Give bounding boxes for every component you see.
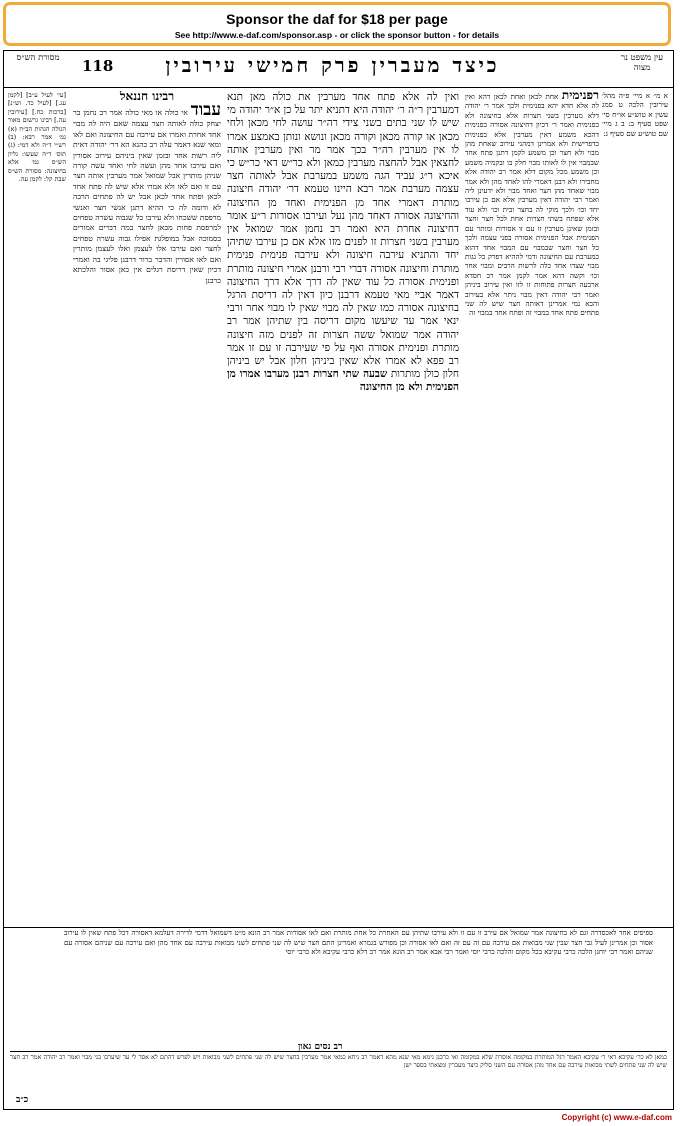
- sponsor-banner-subtitle[interactable]: See http://www.e-daf.com/sponsor.asp - or click the sponsor button - for details: [174, 30, 500, 40]
- bottom-divider: [4, 927, 673, 928]
- sponsor-banner[interactable]: [3, 2, 671, 46]
- gemara-text: ואין לה אלא פתח אחד מערבין את כולה מאן תנא דמערבין ר״ה ר׳ יהודה היא דתניא יתר על כן א״ר יהודה מי שיש לו שני בתים בשני צידי רה״ר עושה לחי מכאן ולחי מכאן או קורה מכאן וקורה מכאן ונושא ונותן באמצע אמרו לו אין מערבין רה״ר בכך אמר מר ואין מערבין אותה לחצאין אבל להחצה מערבין כמאן ולא כר״ש דאי כר״ש כי איכא ר״ג עביד הגה משמע במערבת אבל לאותה חצר עצמה מערבת אמר רבא היינו טעמא דר׳ יהודה חיצונה מותרת דאמרי אחד מן הפנימית ואחד מן החיצונה והחיצונה אסורה דאחד מהן נעל ועירבו אסורות ר״ע אומר דחיצונה אחרת היא ואמר רב נחמן אמר שמואל אין מערבין בשני חצרות זו לפנים מזו אלא אם כן עירבו שתיהן יחד והתניא עירבה חיצונה ולא עירבה פנימית פנימית מותרת וחיצונה אסורה דברי רבי ורבנן אמרי חיצונה מותרת ופנימית אסורה כל עוד שאין לה דרך אלא דרך החיצונה דאמר אביי מאי טעמא דרבנן כיון דאין לה דריסת הרגל בחיצונה אסורה כמו שאין לה מבוי שאין לו מבוי אחר ורבי ינאי אמר עד שיעשו מקום דריסה בין שתיהן אמר רב יהודה אמר שמואל ששה חצרות זה לפנים מזה חיצונה מותרת ופנימית אסורה ואף על פי שעירבה זו עם זו אמר רב פפא לא אמרו אלא שאין ביניהן חלון אבל יש ביניהן חלון כולן מותרות: [227, 91, 459, 381]
- rav-nissim-label: רב נסים גאון: [294, 1041, 346, 1052]
- gemara-column: [227, 91, 459, 931]
- header-right-label: עין משפט נר מצוה: [620, 53, 664, 73]
- rashi-column: [73, 91, 221, 931]
- page-title: כיצד מעברין פרק חמישי עירובין: [165, 53, 500, 77]
- bottom-commentary-footer: כמאן לא כר׳ עקיבא דאי ר׳ עקיבא האמר רגל המותרת במקומה אוסרת שלא במקומה ואי כרבנן נימא מאי שנא מהא דאמר רב ניחא כמאי אמר מערבין בחצר שיש לה שני פתחים לשני מבואות ויש לפרש דהתם לא אסר לי עד שיערבו בני מבוי ואמר רב יהודה אמר רב חצר שיש לה שני פתחים לשתי מבואות עירבה עם אחד מהן אסורה עם השני סליק כיצד מעברין ומצאתי בספר ישן: [10, 1051, 667, 1090]
- page-number: 118: [82, 57, 114, 75]
- page-header: [4, 51, 673, 85]
- rashi-head-word: עבוד: [190, 100, 221, 121]
- copyright-link[interactable]: Copyright (c) www.e-daf.com: [561, 1113, 672, 1122]
- rashi-text: אי כולה או מאי כולה אמר רב נחמן בר יצחק כולה לאותה חצר עצמה שאם היה לה מבוי אחד אחרת ואמרו אם עירבה עם החיצונה ואם לאו ומאי שנא דאמר עלה רב כהנא הא דר׳ יהודה דאית ליה רשות אחד ובזמן שאין ביניהם עירוב אסורין ואם עירבו אחד מהן ועשה לחי ואחד עשה קורה שניהן מותרין אבל שמואל אמר מערבין אותה חצר עם זו ואם לאו ולא אמרו אלא שיש לה פתח אחד לכאן ופתח אחד לכאן אבל יש לה פתחים הרבה לא ודומה לה כי ההיא דתנן אנשי חצר ואנשי מרפסת ששכחו ולא עירבו כל שגבוה עשרה טפחים למרפסת פחות מכאן לחצר במה דברים אמורים בסמוכה אבל במופלגת אפילו גבוה עשרה טפחים לחצר ואם עירבו אלו לעצמן ואלו לעצמן מותרין ואם לאו אסורין והדבר ברור דרבנן פליגי בה ואמרי דכיון שאין דריסת רגלים אין כאן אסור והלכתא כרבנן: [73, 108, 221, 285]
- tosafot-text: אחת לכאן ואחת לכאן דהא ואין לה אלא חדא יהא בפנימית ולכך אמר ר׳ יהודה דלא מערבין בשני חצרות אלא בחיצונה ולא בפנימית ואמר ר׳ דכיון דחיצונה אסורה בפנימית דהכא משמע דאין מערבין אלא בפנימית כדפרישית ולא אמרינן דמהני עירוב שאחת מהן מבוי ולא חצר וכן משמע לקמן דתנן פתח אחד שבמבוי אין לו לאותו מבוי חלק בו ובקמיה משמע וכן משמע מכל מקום דלא אמר רב יהודה אלא מחבירו ולא רבנן דאמרי להו לאחד מהן ולא אמר מבוי שאחד מהן חצר ואחד מבוי ולא ידעינן ליה ואמר רבי יהודה דאין מערבין אלא אם כן עירבו יחד וכו׳ ולכך מוקי לה בחצר ובית וכו׳ ולא עוד אלא שפתח בשתי חצרות אחת לכל חצר וחצר ובזמן שאינן מערבין זו עם זו אסורות ומותר עם הפנימית אבל הפנימית אסורה בפני עצמה ולכך כל חצר וחצר שבמבוי עם המבוי אחד דהוא כמערבת עם החיצונה ודמי לההיא דפרק כל גגות מבוי שצדו אחד כלה לרשות הרבים ומבוי אחר וכו׳ וקשה דהא אמר לקמן אמר רב חסדא ארבעה חצרות פתוחות זו לזו ואין עירוב ביניהן ואמר רבי יהודה דאין מבוי ניתר אלא בעירוב והכא נמי אמרינן דאותה חצר שיש לה שני פתחים פתח אחד במבוי זה ופתח אחד במבוי זה: [465, 92, 599, 318]
- rashi-heading: רבינו חננאל: [119, 91, 175, 103]
- footer-page-marker: כ״ב: [16, 1095, 29, 1105]
- ein-mishpat-column: א מ״ א מיי׳ פ״ה מהל׳ עירובין הלכה ט סמג עשין א טוש״ע או״ח סי׳ שפט סעיף ב: ב ג מיי׳ שם טוש״ע שם סעיף ג:: [602, 91, 668, 138]
- masoret-hashas-column: [עי׳ לעיל ע״ב] [לקמן עג.] [לעיל כד. וש״נ] [ברכות כח.] [עירובין עה.] רבינו גרשום מאור הגולה הגהות הב״ח (א) גמ׳ אמר רבא: (ב) רש״י ד״ה ולא דמי: (ג) תוס׳ ד״ה שעשו: גליון הש״ס גמ׳ אלא בחיצונה: מסורת הש״ס שבת קל: לקמן עה.: [8, 91, 66, 184]
- talmud-page: [3, 50, 674, 1110]
- sponsor-banner-title: Sponsor the daf for $18 per page: [226, 11, 448, 27]
- header-divider: [4, 87, 673, 88]
- header-left-label: מסורת הש״ס: [16, 53, 60, 63]
- tosafot-column: [465, 91, 599, 931]
- bottom-commentary: ספיסים אחד לאכסדרה וגם לא בחיצונה אמר שמואל אם עירב זו עם זו ולא עירבו שתיהן עם האחרת כל אחת מותרת ואם לאו אסורות אמר רב הונא מ״ט דשמואל דדמי לדירה דעלמא דאסורה דכל פתח שאין לו עירוב אסור וכן אמרינן לעיל גבי חצר שבין שני מבואות אם עירבה עם זה עם זה ואם לאו אסורה וכן מפורש בגמרא ואמרינן התם חצר שיש לה שני פתחים לשני מבואות עירבה עם אחד מהן ואם עירבה עם שניהם אסורה עם שניהם ואמר רבי יוחנן הלכה כרבי עקיבא בכל מקום והלכה כרבי יוסי ואמר רבי אבא אמר רב הונא אמר רב דלא כרבי עקיבא ולא כרבי יוסי: [64, 929, 653, 957]
- tosafot-heading: רפנימית: [561, 91, 599, 102]
- gemara-emphasis: שבעה שתי חצרות רבנן מערבו אמרו מן הפנימית ולא מן החיצונה: [227, 368, 459, 394]
